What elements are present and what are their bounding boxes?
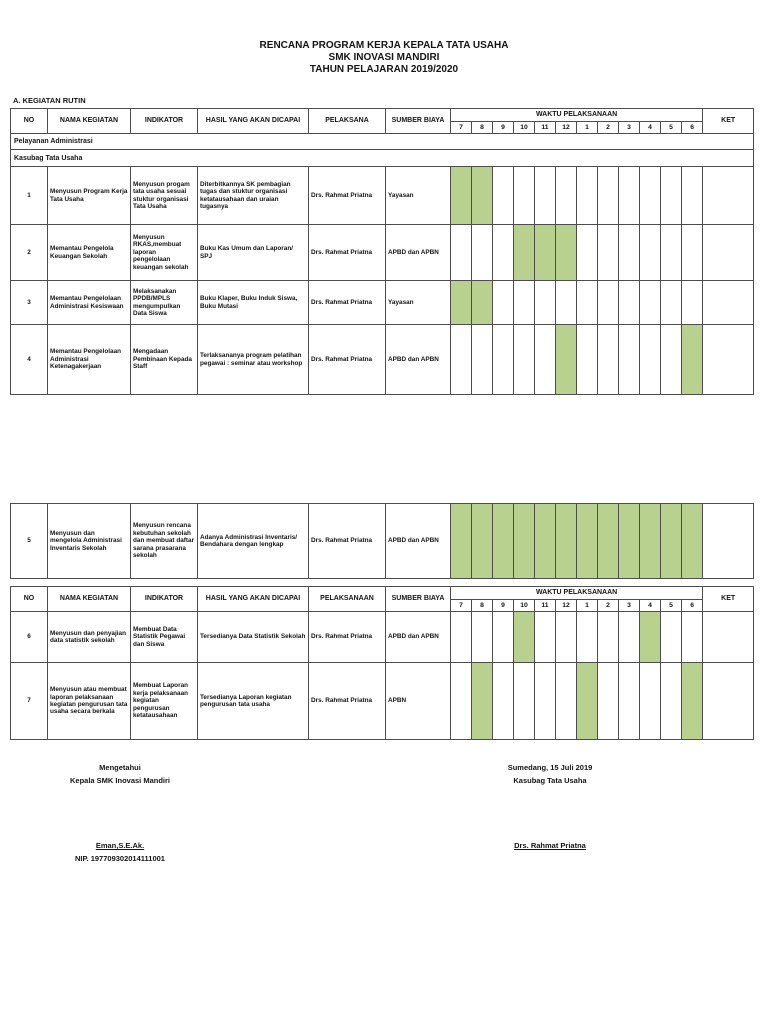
cell-nama-kegiatan: Memantau Pengelolaan Administrasi Kesiswaan: [48, 281, 131, 325]
month-cell: [535, 167, 556, 225]
month-cell: [619, 663, 640, 740]
month-cell: [682, 167, 703, 225]
month-header: 1: [577, 122, 598, 134]
cell-sumber-biaya: APBN: [386, 663, 451, 740]
header-nama-kegiatan: NAMA KEGIATAN: [48, 109, 131, 134]
cell-no: 7: [11, 663, 48, 740]
month-cell: [640, 325, 661, 395]
table-row: [11, 325, 754, 395]
cell-hasil: Buku Kas Umum dan Laporan/ SPJ: [198, 225, 309, 281]
table-row: [11, 167, 754, 225]
month-cell: [556, 225, 577, 281]
month-header: 7: [451, 122, 472, 134]
month-header: 11: [535, 122, 556, 134]
month-cell: [577, 663, 598, 740]
month-cell: [514, 612, 535, 663]
month-cell: [493, 504, 514, 579]
header-sumber-biaya: SUMBER BIAYA: [386, 587, 451, 612]
month-cell: [451, 504, 472, 579]
month-cell: [682, 325, 703, 395]
month-cell: [535, 325, 556, 395]
cell-ket: [703, 281, 754, 325]
signature-space: [450, 787, 650, 839]
month-cell: [535, 663, 556, 740]
month-header: 2: [598, 600, 619, 612]
cell-no: 5: [11, 504, 48, 579]
cell-indikator: Menyusun progam tata usaha sesuai stuktur organisasi Tata Usaha: [131, 167, 198, 225]
footer-left-line2: Kepala SMK Inovasi Mandiri: [69, 776, 171, 785]
cell-indikator: Mengadaan Pembinaan Kepada Staff: [131, 325, 198, 395]
month-cell: [640, 281, 661, 325]
month-header: 12: [556, 600, 577, 612]
cell-no: 2: [11, 225, 48, 281]
cell-pelaksana: Drs. Rahmat Priatna: [309, 167, 386, 225]
month-cell: [661, 281, 682, 325]
month-cell: [682, 663, 703, 740]
category-row-pelayanan-administrasi: Pelayanan Administrasi: [11, 134, 754, 150]
cell-nama-kegiatan: Memantau Pengelolaan Administrasi Ketenagakerjaan: [48, 325, 131, 395]
header-ket: KET: [703, 109, 754, 134]
month-cell: [682, 225, 703, 281]
month-cell: [682, 504, 703, 579]
month-cell: [451, 612, 472, 663]
month-header: 5: [661, 600, 682, 612]
month-cell: [640, 663, 661, 740]
month-cell: [472, 225, 493, 281]
month-cell: [514, 281, 535, 325]
cell-ket: [703, 663, 754, 740]
cell-indikator: Melaksanakan PPDB/MPLS mengumpulkan Data Siswa: [131, 281, 198, 325]
month-header: 8: [472, 600, 493, 612]
signature-block-right: [450, 761, 650, 852]
header-nama-kegiatan: NAMA KEGIATAN: [48, 587, 131, 612]
month-cell: [556, 167, 577, 225]
cell-pelaksana: Drs. Rahmat Priatna: [309, 504, 386, 579]
title-line-3: TAHUN PELAJARAN 2019/2020: [309, 64, 459, 75]
category-row-kasubag-tata-usaha: Kasubag Tata Usaha: [11, 150, 754, 167]
header-no: NO: [11, 109, 48, 134]
month-cell: [640, 504, 661, 579]
section-label: A. KEGIATAN RUTIN: [13, 96, 86, 105]
cell-no: 3: [11, 281, 48, 325]
cell-ket: [703, 504, 754, 579]
cell-ket: [703, 167, 754, 225]
header-pelaksanaan: PELAKSANAAN: [309, 587, 386, 612]
month-cell: [514, 167, 535, 225]
month-cell: [619, 504, 640, 579]
cell-nama-kegiatan: Menyusun dan penyajian data statistik sekolah: [48, 612, 131, 663]
month-cell: [598, 225, 619, 281]
table-row: [11, 225, 754, 281]
month-header: 9: [493, 600, 514, 612]
month-cell: [577, 612, 598, 663]
month-cell: [619, 325, 640, 395]
table-row: [11, 663, 754, 740]
month-header: 10: [514, 122, 535, 134]
month-cell: [577, 325, 598, 395]
month-cell: [493, 225, 514, 281]
month-cell: [619, 281, 640, 325]
title-line-2: SMK INOVASI MANDIRI: [328, 52, 440, 63]
month-cell: [514, 504, 535, 579]
signature-space: [20, 787, 220, 839]
month-cell: [493, 612, 514, 663]
month-cell: [661, 612, 682, 663]
cell-hasil: Tersedianya Data Statistik Sekolah: [198, 612, 309, 663]
month-header: 1: [577, 600, 598, 612]
month-cell: [451, 663, 472, 740]
cell-sumber-biaya: Yayasan: [386, 281, 451, 325]
signature-name-right: Drs. Rahmat Priatna: [514, 841, 586, 850]
header-sumber-biaya: SUMBER BIAYA: [386, 109, 451, 134]
month-cell: [661, 167, 682, 225]
cell-hasil: Tersedianya Laporan kegiatan pengurusan tata usaha: [198, 663, 309, 740]
month-header: 11: [535, 600, 556, 612]
month-cell: [598, 325, 619, 395]
table-row: [11, 504, 754, 579]
cell-no: 1: [11, 167, 48, 225]
month-cell: [535, 612, 556, 663]
month-cell: [640, 612, 661, 663]
cell-sumber-biaya: APBD dan APBN: [386, 225, 451, 281]
cell-pelaksana: Drs. Rahmat Priatna: [309, 225, 386, 281]
cell-ket: [703, 612, 754, 663]
month-cell: [472, 663, 493, 740]
month-cell: [535, 504, 556, 579]
month-cell: [598, 167, 619, 225]
month-header: 6: [682, 600, 703, 612]
month-cell: [535, 225, 556, 281]
cell-nama-kegiatan: Menyusun atau membuat laporan pelaksanaan kegiatan pengurusan tata usaha secara berkala: [48, 663, 131, 740]
cell-ket: [703, 325, 754, 395]
cell-hasil: Buku Klaper, Buku Induk Siswa, Buku Mutasi: [198, 281, 309, 325]
table-row: [11, 281, 754, 325]
header-waktu-pelaksanaan: WAKTU PELAKSANAAN: [451, 109, 703, 122]
header-hasil: HASIL YANG AKAN DICAPAI: [198, 109, 309, 134]
program-table-1: [10, 108, 754, 395]
signature-block-left: [20, 761, 220, 865]
month-cell: [598, 663, 619, 740]
month-cell: [661, 504, 682, 579]
month-cell: [619, 612, 640, 663]
month-cell: [514, 225, 535, 281]
header-waktu-pelaksanaan: WAKTU PELAKSANAAN: [451, 587, 703, 600]
program-table-2: [10, 586, 754, 740]
footer-right-line2: Kasubag Tata Usaha: [513, 776, 587, 785]
footer-left-line1: Mengetahui: [99, 763, 141, 772]
month-header: 4: [640, 122, 661, 134]
month-cell: [577, 504, 598, 579]
month-header: 9: [493, 122, 514, 134]
month-cell: [619, 167, 640, 225]
month-header: 6: [682, 122, 703, 134]
signature-name-left: Eman,S.E.Ak.: [95, 841, 145, 850]
month-cell: [451, 167, 472, 225]
month-cell: [493, 325, 514, 395]
month-header: 8: [472, 122, 493, 134]
month-header: 4: [640, 600, 661, 612]
month-cell: [472, 281, 493, 325]
cell-indikator: Membuat Laporan kerja pelaksanaan kegiatan pengurusan ketatausahaan: [131, 663, 198, 740]
month-cell: [661, 325, 682, 395]
cell-no: 6: [11, 612, 48, 663]
month-cell: [661, 225, 682, 281]
cell-indikator: Menyusun RKAS,membuat laporan pengelolaan keuangan sekolah: [131, 225, 198, 281]
month-cell: [598, 504, 619, 579]
month-cell: [640, 167, 661, 225]
cell-pelaksana: Drs. Rahmat Priatna: [309, 663, 386, 740]
cell-sumber-biaya: Yayasan: [386, 167, 451, 225]
month-cell: [556, 281, 577, 325]
month-cell: [661, 663, 682, 740]
header-no: NO: [11, 587, 48, 612]
month-header: 2: [598, 122, 619, 134]
month-cell: [556, 663, 577, 740]
month-cell: [493, 281, 514, 325]
month-cell: [472, 612, 493, 663]
cell-pelaksana: Drs. Rahmat Priatna: [309, 612, 386, 663]
month-cell: [472, 167, 493, 225]
month-cell: [451, 225, 472, 281]
month-cell: [556, 612, 577, 663]
month-cell: [472, 504, 493, 579]
month-cell: [451, 325, 472, 395]
cell-pelaksana: Drs. Rahmat Priatna: [309, 325, 386, 395]
table-row: [11, 612, 754, 663]
program-table-1-continuation: [10, 503, 754, 579]
cell-sumber-biaya: APBD dan APBN: [386, 504, 451, 579]
cell-no: 4: [11, 325, 48, 395]
cell-sumber-biaya: APBD dan APBN: [386, 612, 451, 663]
cell-hasil: Terlaksananya program pelatihan pegawai : seminar atau workshop: [198, 325, 309, 395]
month-cell: [493, 167, 514, 225]
month-cell: [514, 325, 535, 395]
month-header: 5: [661, 122, 682, 134]
month-cell: [472, 325, 493, 395]
month-cell: [619, 225, 640, 281]
month-header: 3: [619, 600, 640, 612]
title-line-1: RENCANA PROGRAM KERJA KEPALA TATA USAHA: [259, 40, 509, 51]
cell-pelaksana: Drs. Rahmat Priatna: [309, 281, 386, 325]
page-title: [0, 40, 768, 76]
month-cell: [556, 504, 577, 579]
header-hasil: HASIL YANG AKAN DICAPAI: [198, 587, 309, 612]
cell-nama-kegiatan: Menyusun Program Kerja Tata Usaha: [48, 167, 131, 225]
signature-nip: NIP. 197709302014111001: [75, 854, 165, 863]
cell-nama-kegiatan: Menyusun dan mengelola Administrasi Inventaris Sekolah: [48, 504, 131, 579]
month-cell: [682, 281, 703, 325]
header-pelaksana: PELAKSANA: [309, 109, 386, 134]
month-cell: [556, 325, 577, 395]
month-header: 3: [619, 122, 640, 134]
header-indikator: INDIKATOR: [131, 587, 198, 612]
cell-ket: [703, 225, 754, 281]
cell-nama-kegiatan: Memantau Pengelola Keuangan Sekolah: [48, 225, 131, 281]
cell-indikator: Membuat Data Statistik Pegawai dan Siswa: [131, 612, 198, 663]
month-cell: [598, 612, 619, 663]
header-ket: KET: [703, 587, 754, 612]
month-header: 10: [514, 600, 535, 612]
month-header: 12: [556, 122, 577, 134]
month-cell: [451, 281, 472, 325]
header-indikator: INDIKATOR: [131, 109, 198, 134]
month-header: 7: [451, 600, 472, 612]
footer-right-line1: Sumedang, 15 Juli 2019: [507, 763, 593, 772]
month-cell: [535, 281, 556, 325]
month-cell: [682, 612, 703, 663]
month-cell: [514, 663, 535, 740]
month-cell: [493, 663, 514, 740]
month-cell: [598, 281, 619, 325]
month-cell: [640, 225, 661, 281]
cell-sumber-biaya: APBD dan APBN: [386, 325, 451, 395]
cell-indikator: Menyusun rencana kebutuhan sekolah dan membuat daftar sarana prasarana sekolah: [131, 504, 198, 579]
month-cell: [577, 225, 598, 281]
cell-hasil: Diterbitkannya SK pembagian tugas dan stuktur organisasi ketatausahaan dan uraian tugasnya: [198, 167, 309, 225]
month-cell: [577, 167, 598, 225]
cell-hasil: Adanya Administrasi Inventaris/ Bendahara dengan lengkap: [198, 504, 309, 579]
month-cell: [577, 281, 598, 325]
